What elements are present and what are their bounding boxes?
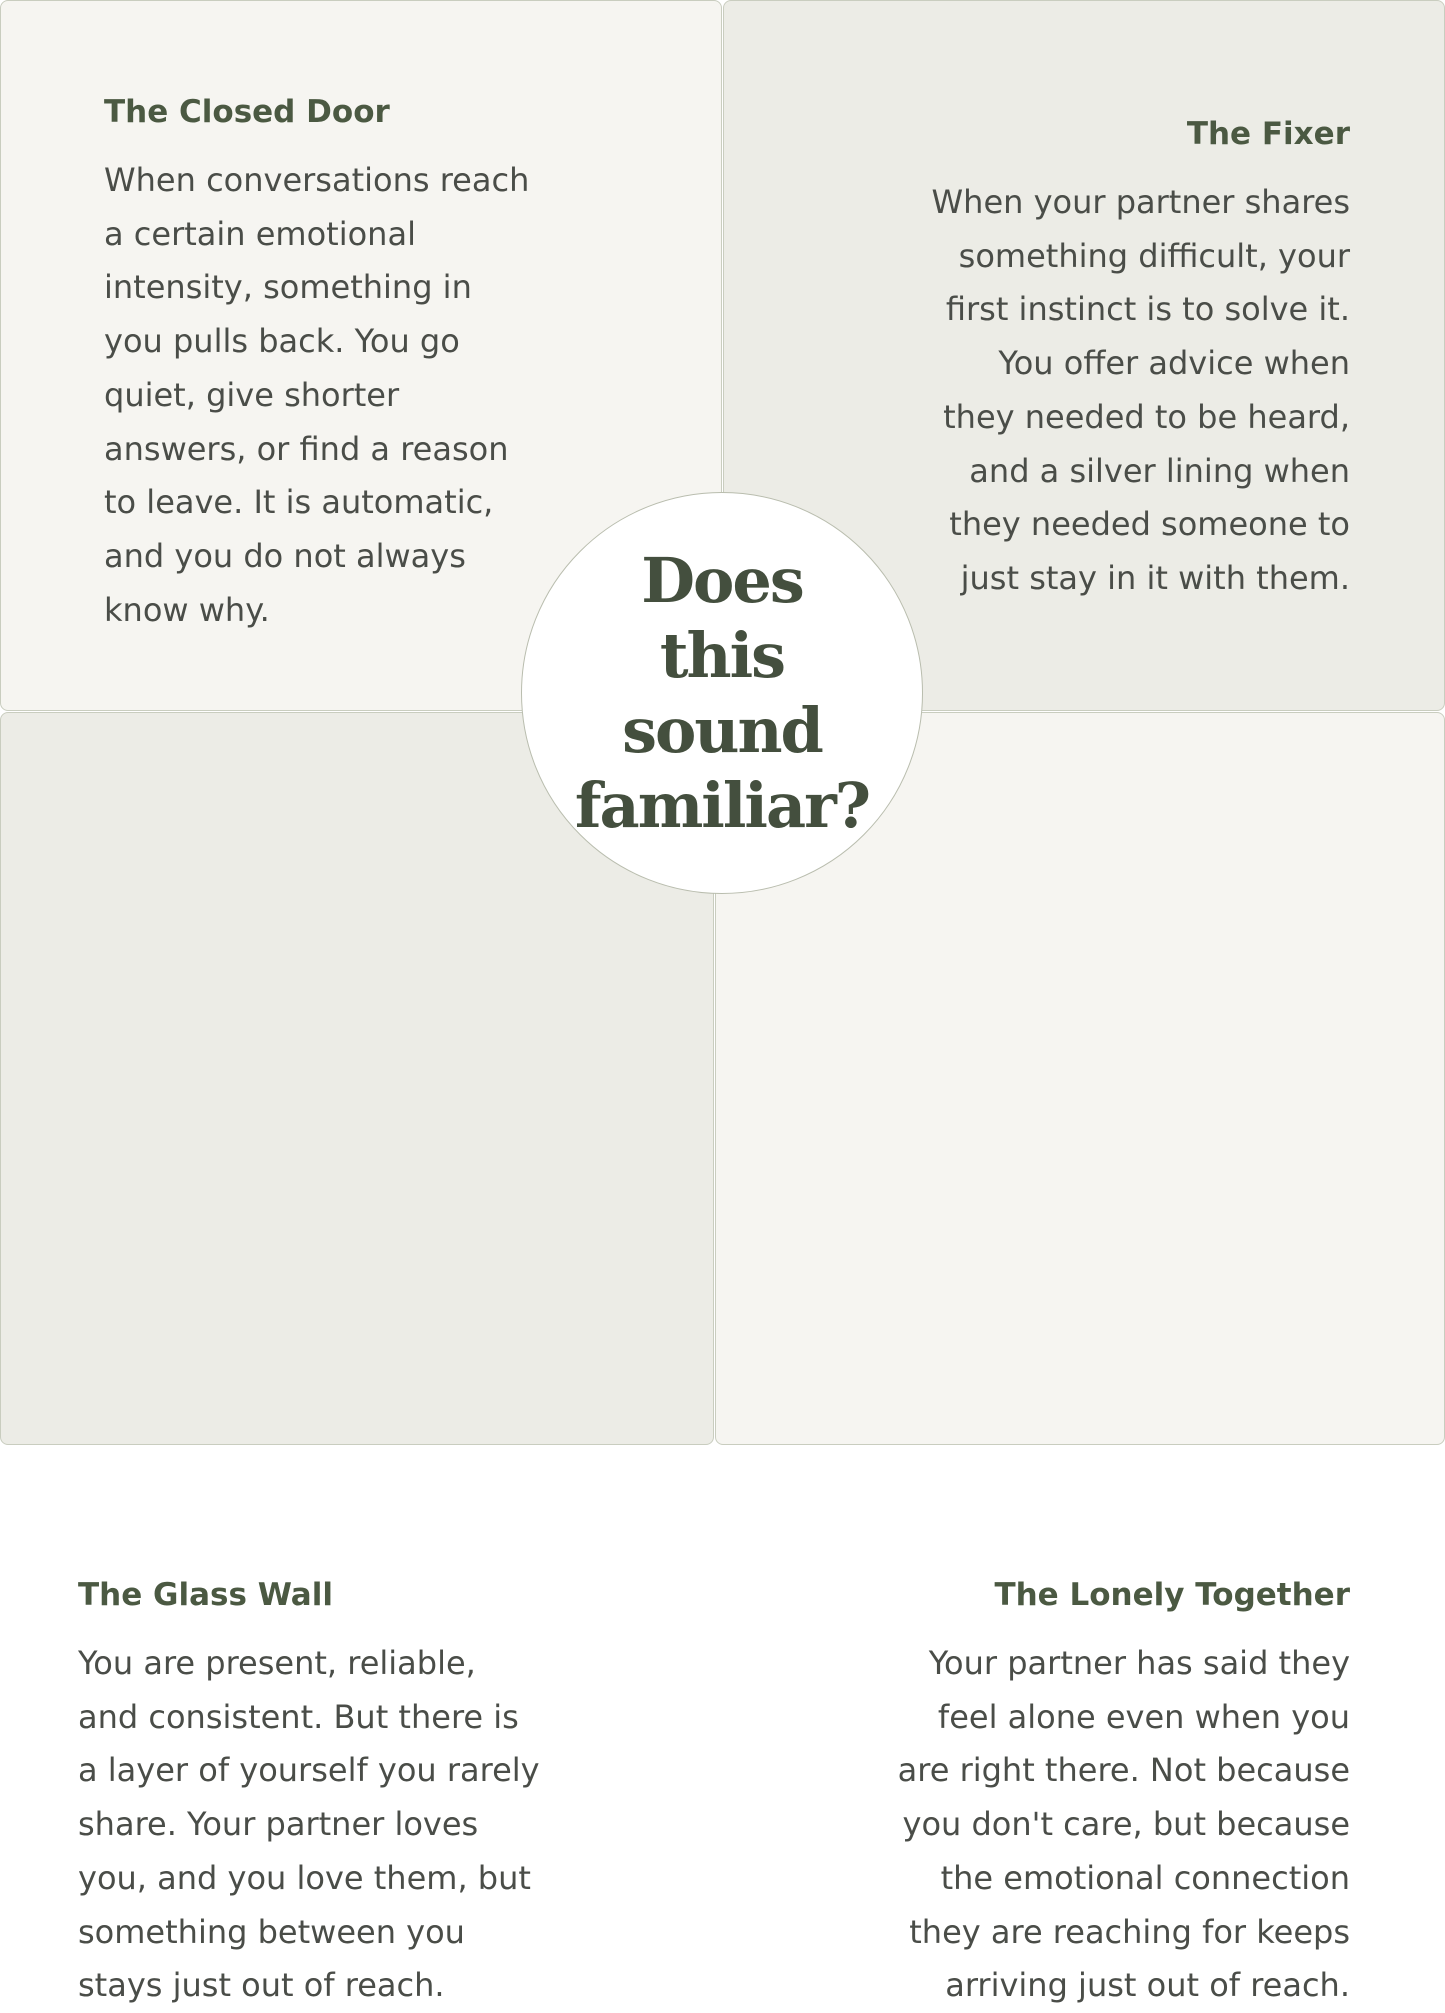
card-body: Your partner has said they feel alone even when you are right there. Not because you don't care, but because the emotional connection they are reaching for keeps arriving just out of reach.: [897, 1644, 1350, 2005]
card-body: When your partner shares something difficult, your first instinct is to solve it. You offer advice when they needed to be heard, and a silver lining when they needed someone to just stay in it with them.: [931, 183, 1350, 597]
card-title: The Fixer: [1186, 116, 1350, 152]
center-circle: [521, 492, 923, 894]
card-title: The Glass Wall: [78, 1577, 333, 1613]
center-title: Does this sound familiar?: [574, 544, 870, 842]
card-body: You are present, reliable, and consistent. But there is a layer of yourself you rarely share. Your partner loves you, and you love them, but something between you stays just out of reach.: [78, 1644, 540, 2005]
card-body: When conversations reach a certain emotional intensity, something in you pulls back. You go quiet, give shorter answers, or find a reason to leave. It is automatic, and you do not always know why.: [104, 161, 530, 629]
card-title: The Closed Door: [104, 94, 390, 130]
card-title: The Lonely Together: [994, 1577, 1350, 1613]
